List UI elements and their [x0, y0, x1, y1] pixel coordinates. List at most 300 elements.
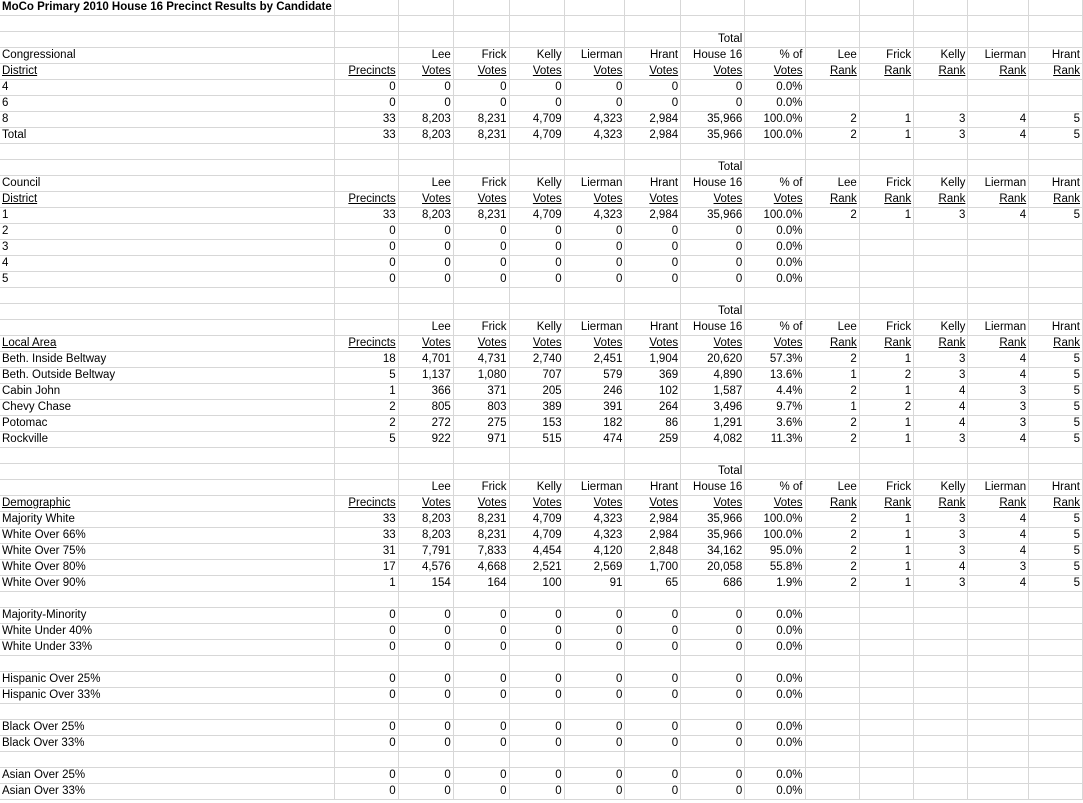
value-cell[interactable]: 0	[564, 224, 625, 240]
value-cell[interactable]: 0	[564, 624, 625, 640]
value-cell[interactable]: 4.4%	[745, 384, 805, 400]
rank-cell[interactable]: 2	[859, 400, 913, 416]
column-header-unit[interactable]: Rank	[914, 336, 968, 352]
value-cell[interactable]: 0.0%	[745, 784, 805, 800]
value-cell[interactable]: 17	[334, 560, 398, 576]
cell[interactable]	[1029, 448, 1083, 464]
rank-cell[interactable]: 5	[1029, 560, 1083, 576]
cell[interactable]	[453, 592, 509, 608]
rank-cell[interactable]	[805, 624, 859, 640]
column-header[interactable]	[334, 176, 398, 192]
rank-cell[interactable]	[1029, 272, 1083, 288]
value-cell[interactable]: 2	[334, 400, 398, 416]
cell[interactable]	[681, 16, 745, 32]
cell[interactable]	[0, 448, 334, 464]
value-cell[interactable]: 86	[625, 416, 681, 432]
column-header[interactable]: Hrant	[1029, 320, 1083, 336]
column-header-unit[interactable]: Votes	[745, 192, 805, 208]
cell[interactable]	[914, 288, 968, 304]
value-cell[interactable]: 35,966	[681, 208, 745, 224]
value-cell[interactable]: 0	[334, 256, 398, 272]
column-header-unit[interactable]: Votes	[509, 336, 564, 352]
value-cell[interactable]: 0	[625, 640, 681, 656]
value-cell[interactable]: 0	[334, 80, 398, 96]
value-cell[interactable]: 0.0%	[745, 672, 805, 688]
value-cell[interactable]: 0	[453, 672, 509, 688]
value-cell[interactable]: 20,620	[681, 352, 745, 368]
value-cell[interactable]: 0	[453, 224, 509, 240]
column-header-unit[interactable]: Votes	[564, 64, 625, 80]
rank-cell[interactable]: 5	[1029, 416, 1083, 432]
cell[interactable]	[968, 0, 1029, 16]
column-header[interactable]: Kelly	[509, 480, 564, 496]
column-header[interactable]: Frick	[859, 320, 913, 336]
cell[interactable]	[914, 144, 968, 160]
column-header-unit[interactable]: Votes	[509, 64, 564, 80]
column-header-unit[interactable]: Votes	[398, 64, 453, 80]
cell[interactable]	[334, 0, 398, 16]
rank-cell[interactable]	[859, 272, 913, 288]
column-header-unit[interactable]: Votes	[625, 64, 681, 80]
cell[interactable]	[805, 464, 859, 480]
value-cell[interactable]: 0	[453, 640, 509, 656]
rank-cell[interactable]	[859, 608, 913, 624]
rank-cell[interactable]: 3	[914, 128, 968, 144]
value-cell[interactable]: 0	[398, 96, 453, 112]
column-header-unit[interactable]: Rank	[914, 496, 968, 512]
value-cell[interactable]: 0	[509, 624, 564, 640]
value-cell[interactable]: 0.0%	[745, 688, 805, 704]
value-cell[interactable]: 4,701	[398, 352, 453, 368]
rank-cell[interactable]	[968, 272, 1029, 288]
row-label[interactable]: 4	[0, 256, 334, 272]
value-cell[interactable]: 0	[398, 608, 453, 624]
column-header-unit[interactable]: Rank	[968, 192, 1029, 208]
value-cell[interactable]: 8,231	[453, 112, 509, 128]
value-cell[interactable]: 4,576	[398, 560, 453, 576]
value-cell[interactable]: 0.0%	[745, 224, 805, 240]
value-cell[interactable]: 1,904	[625, 352, 681, 368]
column-header[interactable]: Lee	[805, 320, 859, 336]
cell[interactable]	[745, 752, 805, 768]
rank-cell[interactable]: 4	[968, 528, 1029, 544]
rank-cell[interactable]: 1	[805, 368, 859, 384]
value-cell[interactable]: 0	[453, 720, 509, 736]
value-cell[interactable]: 0	[398, 720, 453, 736]
rank-cell[interactable]: 3	[914, 432, 968, 448]
value-cell[interactable]: 153	[509, 416, 564, 432]
value-cell[interactable]: 0	[398, 240, 453, 256]
rank-cell[interactable]: 1	[859, 560, 913, 576]
value-cell[interactable]: 0	[509, 96, 564, 112]
row-label[interactable]: Rockville	[0, 432, 334, 448]
cell[interactable]	[0, 16, 334, 32]
cell[interactable]	[398, 16, 453, 32]
value-cell[interactable]: 0	[509, 272, 564, 288]
value-cell[interactable]: 0	[625, 720, 681, 736]
cell[interactable]	[398, 144, 453, 160]
rank-cell[interactable]: 3	[914, 512, 968, 528]
column-header[interactable]: Kelly	[914, 480, 968, 496]
rank-cell[interactable]	[968, 736, 1029, 752]
value-cell[interactable]: 9.7%	[745, 400, 805, 416]
cell[interactable]	[1029, 464, 1083, 480]
value-cell[interactable]: 102	[625, 384, 681, 400]
cell[interactable]	[745, 0, 805, 16]
value-cell[interactable]: 0	[334, 736, 398, 752]
cell[interactable]	[805, 288, 859, 304]
rank-cell[interactable]: 3	[914, 528, 968, 544]
rank-cell[interactable]: 2	[805, 208, 859, 224]
cell[interactable]	[745, 592, 805, 608]
value-cell[interactable]: 0.0%	[745, 736, 805, 752]
rank-cell[interactable]: 3	[968, 560, 1029, 576]
rank-cell[interactable]: 5	[1029, 368, 1083, 384]
column-header-unit[interactable]: Rank	[914, 64, 968, 80]
cell[interactable]	[1029, 752, 1083, 768]
row-label[interactable]: 4	[0, 80, 334, 96]
cell[interactable]	[564, 752, 625, 768]
cell[interactable]	[625, 32, 681, 48]
value-cell[interactable]: 4,082	[681, 432, 745, 448]
rank-cell[interactable]	[805, 96, 859, 112]
column-header[interactable]: Lierman	[564, 176, 625, 192]
rank-cell[interactable]: 2	[805, 576, 859, 592]
cell[interactable]	[914, 32, 968, 48]
rank-cell[interactable]: 1	[859, 528, 913, 544]
category-label[interactable]: Local Area	[0, 336, 334, 352]
row-label[interactable]: Majority-Minority	[0, 608, 334, 624]
value-cell[interactable]: 33	[334, 512, 398, 528]
rank-cell[interactable]: 3	[968, 384, 1029, 400]
cell[interactable]	[914, 160, 968, 176]
cell[interactable]	[859, 304, 913, 320]
cell[interactable]	[968, 144, 1029, 160]
value-cell[interactable]: 33	[334, 208, 398, 224]
row-label[interactable]: White Over 90%	[0, 576, 334, 592]
cell[interactable]	[509, 448, 564, 464]
rank-cell[interactable]	[968, 768, 1029, 784]
cell[interactable]	[914, 592, 968, 608]
cell[interactable]	[625, 144, 681, 160]
cell[interactable]	[398, 32, 453, 48]
cell[interactable]	[968, 592, 1029, 608]
column-header[interactable]	[334, 480, 398, 496]
cell[interactable]	[0, 304, 334, 320]
cell[interactable]	[805, 304, 859, 320]
cell[interactable]	[564, 0, 625, 16]
cell[interactable]	[398, 704, 453, 720]
value-cell[interactable]: 0	[625, 672, 681, 688]
category-label-top[interactable]	[0, 320, 334, 336]
rank-cell[interactable]	[1029, 240, 1083, 256]
rank-cell[interactable]: 5	[1029, 128, 1083, 144]
rank-cell[interactable]: 1	[805, 400, 859, 416]
row-label[interactable]: White Over 80%	[0, 560, 334, 576]
rank-cell[interactable]: 2	[805, 560, 859, 576]
value-cell[interactable]: 0.0%	[745, 608, 805, 624]
value-cell[interactable]: 0	[398, 784, 453, 800]
value-cell[interactable]: 0	[625, 256, 681, 272]
value-cell[interactable]: 275	[453, 416, 509, 432]
value-cell[interactable]: 11.3%	[745, 432, 805, 448]
value-cell[interactable]: 0	[625, 96, 681, 112]
value-cell[interactable]: 182	[564, 416, 625, 432]
value-cell[interactable]: 0	[625, 624, 681, 640]
cell[interactable]	[509, 752, 564, 768]
cell[interactable]	[1029, 304, 1083, 320]
value-cell[interactable]: 0	[564, 80, 625, 96]
cell[interactable]	[564, 656, 625, 672]
value-cell[interactable]: 4,323	[564, 512, 625, 528]
cell[interactable]	[509, 704, 564, 720]
value-cell[interactable]: 4,709	[509, 512, 564, 528]
rank-cell[interactable]	[1029, 256, 1083, 272]
value-cell[interactable]: 2,521	[509, 560, 564, 576]
cell[interactable]	[914, 704, 968, 720]
cell[interactable]	[398, 656, 453, 672]
rank-cell[interactable]	[1029, 736, 1083, 752]
rank-cell[interactable]: 5	[1029, 352, 1083, 368]
column-header-unit[interactable]: Votes	[681, 64, 745, 80]
cell[interactable]	[968, 304, 1029, 320]
cell[interactable]	[0, 704, 334, 720]
value-cell[interactable]: 35,966	[681, 528, 745, 544]
cell[interactable]	[859, 448, 913, 464]
column-header[interactable]: Lee	[398, 320, 453, 336]
value-cell[interactable]: 0	[564, 768, 625, 784]
value-cell[interactable]: 0	[509, 688, 564, 704]
cell[interactable]	[509, 592, 564, 608]
row-label[interactable]: 8	[0, 112, 334, 128]
cell[interactable]	[914, 304, 968, 320]
rank-cell[interactable]	[968, 672, 1029, 688]
value-cell[interactable]: 391	[564, 400, 625, 416]
column-header[interactable]: Kelly	[509, 176, 564, 192]
column-header-unit[interactable]: Votes	[398, 496, 453, 512]
cell[interactable]	[968, 448, 1029, 464]
column-header-unit[interactable]: Rank	[859, 336, 913, 352]
rank-cell[interactable]: 1	[859, 384, 913, 400]
rank-cell[interactable]: 3	[914, 576, 968, 592]
value-cell[interactable]: 57.3%	[745, 352, 805, 368]
rank-cell[interactable]: 5	[1029, 544, 1083, 560]
value-cell[interactable]: 0.0%	[745, 240, 805, 256]
sheet-title[interactable]: MoCo Primary 2010 House 16 Precinct Results by Candidate	[0, 0, 334, 16]
rank-cell[interactable]	[805, 720, 859, 736]
column-header-unit[interactable]: Votes	[509, 496, 564, 512]
value-cell[interactable]: 0	[334, 640, 398, 656]
cell[interactable]	[564, 144, 625, 160]
rank-cell[interactable]	[914, 672, 968, 688]
cell[interactable]	[509, 0, 564, 16]
value-cell[interactable]: 0	[509, 224, 564, 240]
cell[interactable]	[334, 144, 398, 160]
column-header[interactable]	[334, 320, 398, 336]
cell[interactable]	[681, 752, 745, 768]
cell[interactable]	[0, 144, 334, 160]
rank-cell[interactable]: 1	[859, 416, 913, 432]
value-cell[interactable]: 0	[509, 784, 564, 800]
cell[interactable]	[564, 592, 625, 608]
cell[interactable]	[453, 464, 509, 480]
value-cell[interactable]: 13.6%	[745, 368, 805, 384]
rank-cell[interactable]: 1	[859, 208, 913, 224]
value-cell[interactable]: 2,848	[625, 544, 681, 560]
value-cell[interactable]: 0	[681, 624, 745, 640]
rank-cell[interactable]	[914, 272, 968, 288]
column-header-unit[interactable]: Votes	[681, 336, 745, 352]
value-cell[interactable]: 1	[334, 576, 398, 592]
column-header-unit[interactable]: Votes	[398, 192, 453, 208]
rank-cell[interactable]	[1029, 96, 1083, 112]
value-cell[interactable]: 0	[334, 784, 398, 800]
value-cell[interactable]: 65	[625, 576, 681, 592]
cell[interactable]	[805, 704, 859, 720]
cell[interactable]	[1029, 160, 1083, 176]
value-cell[interactable]: 55.8%	[745, 560, 805, 576]
cell[interactable]	[914, 752, 968, 768]
column-header-unit[interactable]: Votes	[509, 192, 564, 208]
value-cell[interactable]: 35,966	[681, 128, 745, 144]
rank-cell[interactable]: 1	[859, 544, 913, 560]
rank-cell[interactable]	[805, 672, 859, 688]
value-cell[interactable]: 0	[509, 672, 564, 688]
value-cell[interactable]: 95.0%	[745, 544, 805, 560]
value-cell[interactable]: 2,984	[625, 208, 681, 224]
cell[interactable]	[0, 592, 334, 608]
value-cell[interactable]: 0	[509, 80, 564, 96]
rank-cell[interactable]: 4	[968, 512, 1029, 528]
value-cell[interactable]: 8,203	[398, 128, 453, 144]
column-header[interactable]: Hrant	[625, 320, 681, 336]
cell[interactable]	[509, 464, 564, 480]
column-header-unit[interactable]: Precincts	[334, 496, 398, 512]
cell[interactable]	[805, 32, 859, 48]
cell[interactable]	[625, 448, 681, 464]
rank-cell[interactable]: 3	[914, 352, 968, 368]
column-header[interactable]: Kelly	[914, 48, 968, 64]
row-label[interactable]: White Under 40%	[0, 624, 334, 640]
value-cell[interactable]: 31	[334, 544, 398, 560]
header-total[interactable]: Total	[681, 160, 745, 176]
column-header-unit[interactable]: Rank	[1029, 336, 1083, 352]
value-cell[interactable]: 0	[681, 768, 745, 784]
rank-cell[interactable]	[1029, 784, 1083, 800]
value-cell[interactable]: 5	[334, 432, 398, 448]
cell[interactable]	[453, 160, 509, 176]
value-cell[interactable]: 0	[564, 272, 625, 288]
column-header-unit[interactable]: Rank	[805, 192, 859, 208]
row-label[interactable]: 5	[0, 272, 334, 288]
cell[interactable]	[914, 464, 968, 480]
value-cell[interactable]: 205	[509, 384, 564, 400]
rank-cell[interactable]: 5	[1029, 112, 1083, 128]
column-header[interactable]: Kelly	[914, 320, 968, 336]
value-cell[interactable]: 2,984	[625, 128, 681, 144]
cell[interactable]	[859, 32, 913, 48]
value-cell[interactable]: 2,740	[509, 352, 564, 368]
row-label[interactable]: 6	[0, 96, 334, 112]
column-header[interactable]: Hrant	[1029, 480, 1083, 496]
column-header[interactable]: Lee	[805, 480, 859, 496]
rank-cell[interactable]	[914, 256, 968, 272]
rank-cell[interactable]	[968, 240, 1029, 256]
value-cell[interactable]: 0	[681, 224, 745, 240]
column-header[interactable]: Frick	[859, 48, 913, 64]
cell[interactable]	[968, 16, 1029, 32]
cell[interactable]	[745, 464, 805, 480]
value-cell[interactable]: 0	[453, 784, 509, 800]
value-cell[interactable]: 2,569	[564, 560, 625, 576]
rank-cell[interactable]: 3	[914, 208, 968, 224]
column-header-unit[interactable]: Votes	[681, 496, 745, 512]
column-header-unit[interactable]: Votes	[453, 336, 509, 352]
row-label[interactable]: Hispanic Over 33%	[0, 688, 334, 704]
value-cell[interactable]: 0	[625, 688, 681, 704]
cell[interactable]	[334, 304, 398, 320]
value-cell[interactable]: 0.0%	[745, 640, 805, 656]
value-cell[interactable]: 2	[334, 416, 398, 432]
value-cell[interactable]: 0	[681, 96, 745, 112]
value-cell[interactable]: 0	[334, 624, 398, 640]
value-cell[interactable]: 0	[334, 608, 398, 624]
rank-cell[interactable]	[1029, 640, 1083, 656]
rank-cell[interactable]	[805, 272, 859, 288]
cell[interactable]	[0, 656, 334, 672]
value-cell[interactable]: 0	[681, 736, 745, 752]
cell[interactable]	[681, 144, 745, 160]
value-cell[interactable]: 0	[625, 784, 681, 800]
cell[interactable]	[453, 0, 509, 16]
value-cell[interactable]: 1,700	[625, 560, 681, 576]
column-header-unit[interactable]: Votes	[453, 496, 509, 512]
value-cell[interactable]: 0	[453, 688, 509, 704]
column-header[interactable]: Frick	[453, 48, 509, 64]
rank-cell[interactable]: 4	[914, 416, 968, 432]
value-cell[interactable]: 0	[453, 768, 509, 784]
value-cell[interactable]: 805	[398, 400, 453, 416]
rank-cell[interactable]: 2	[805, 432, 859, 448]
cell[interactable]	[334, 752, 398, 768]
cell[interactable]	[1029, 288, 1083, 304]
value-cell[interactable]: 100.0%	[745, 208, 805, 224]
value-cell[interactable]: 0	[398, 640, 453, 656]
value-cell[interactable]: 0	[509, 736, 564, 752]
value-cell[interactable]: 8,203	[398, 112, 453, 128]
value-cell[interactable]: 246	[564, 384, 625, 400]
rank-cell[interactable]: 5	[1029, 208, 1083, 224]
cell[interactable]	[0, 464, 334, 480]
rank-cell[interactable]	[859, 768, 913, 784]
cell[interactable]	[914, 656, 968, 672]
value-cell[interactable]: 4,668	[453, 560, 509, 576]
column-header-unit[interactable]: Rank	[859, 64, 913, 80]
value-cell[interactable]: 0	[509, 608, 564, 624]
column-header-unit[interactable]: Rank	[1029, 192, 1083, 208]
value-cell[interactable]: 0	[398, 272, 453, 288]
header-total[interactable]: Total	[681, 32, 745, 48]
column-header[interactable]: Frick	[453, 320, 509, 336]
cell[interactable]	[1029, 656, 1083, 672]
column-header-unit[interactable]: Votes	[745, 64, 805, 80]
value-cell[interactable]: 8,203	[398, 208, 453, 224]
row-label[interactable]: Black Over 25%	[0, 720, 334, 736]
value-cell[interactable]: 100.0%	[745, 128, 805, 144]
rank-cell[interactable]	[968, 224, 1029, 240]
cell[interactable]	[745, 448, 805, 464]
value-cell[interactable]: 2,451	[564, 352, 625, 368]
